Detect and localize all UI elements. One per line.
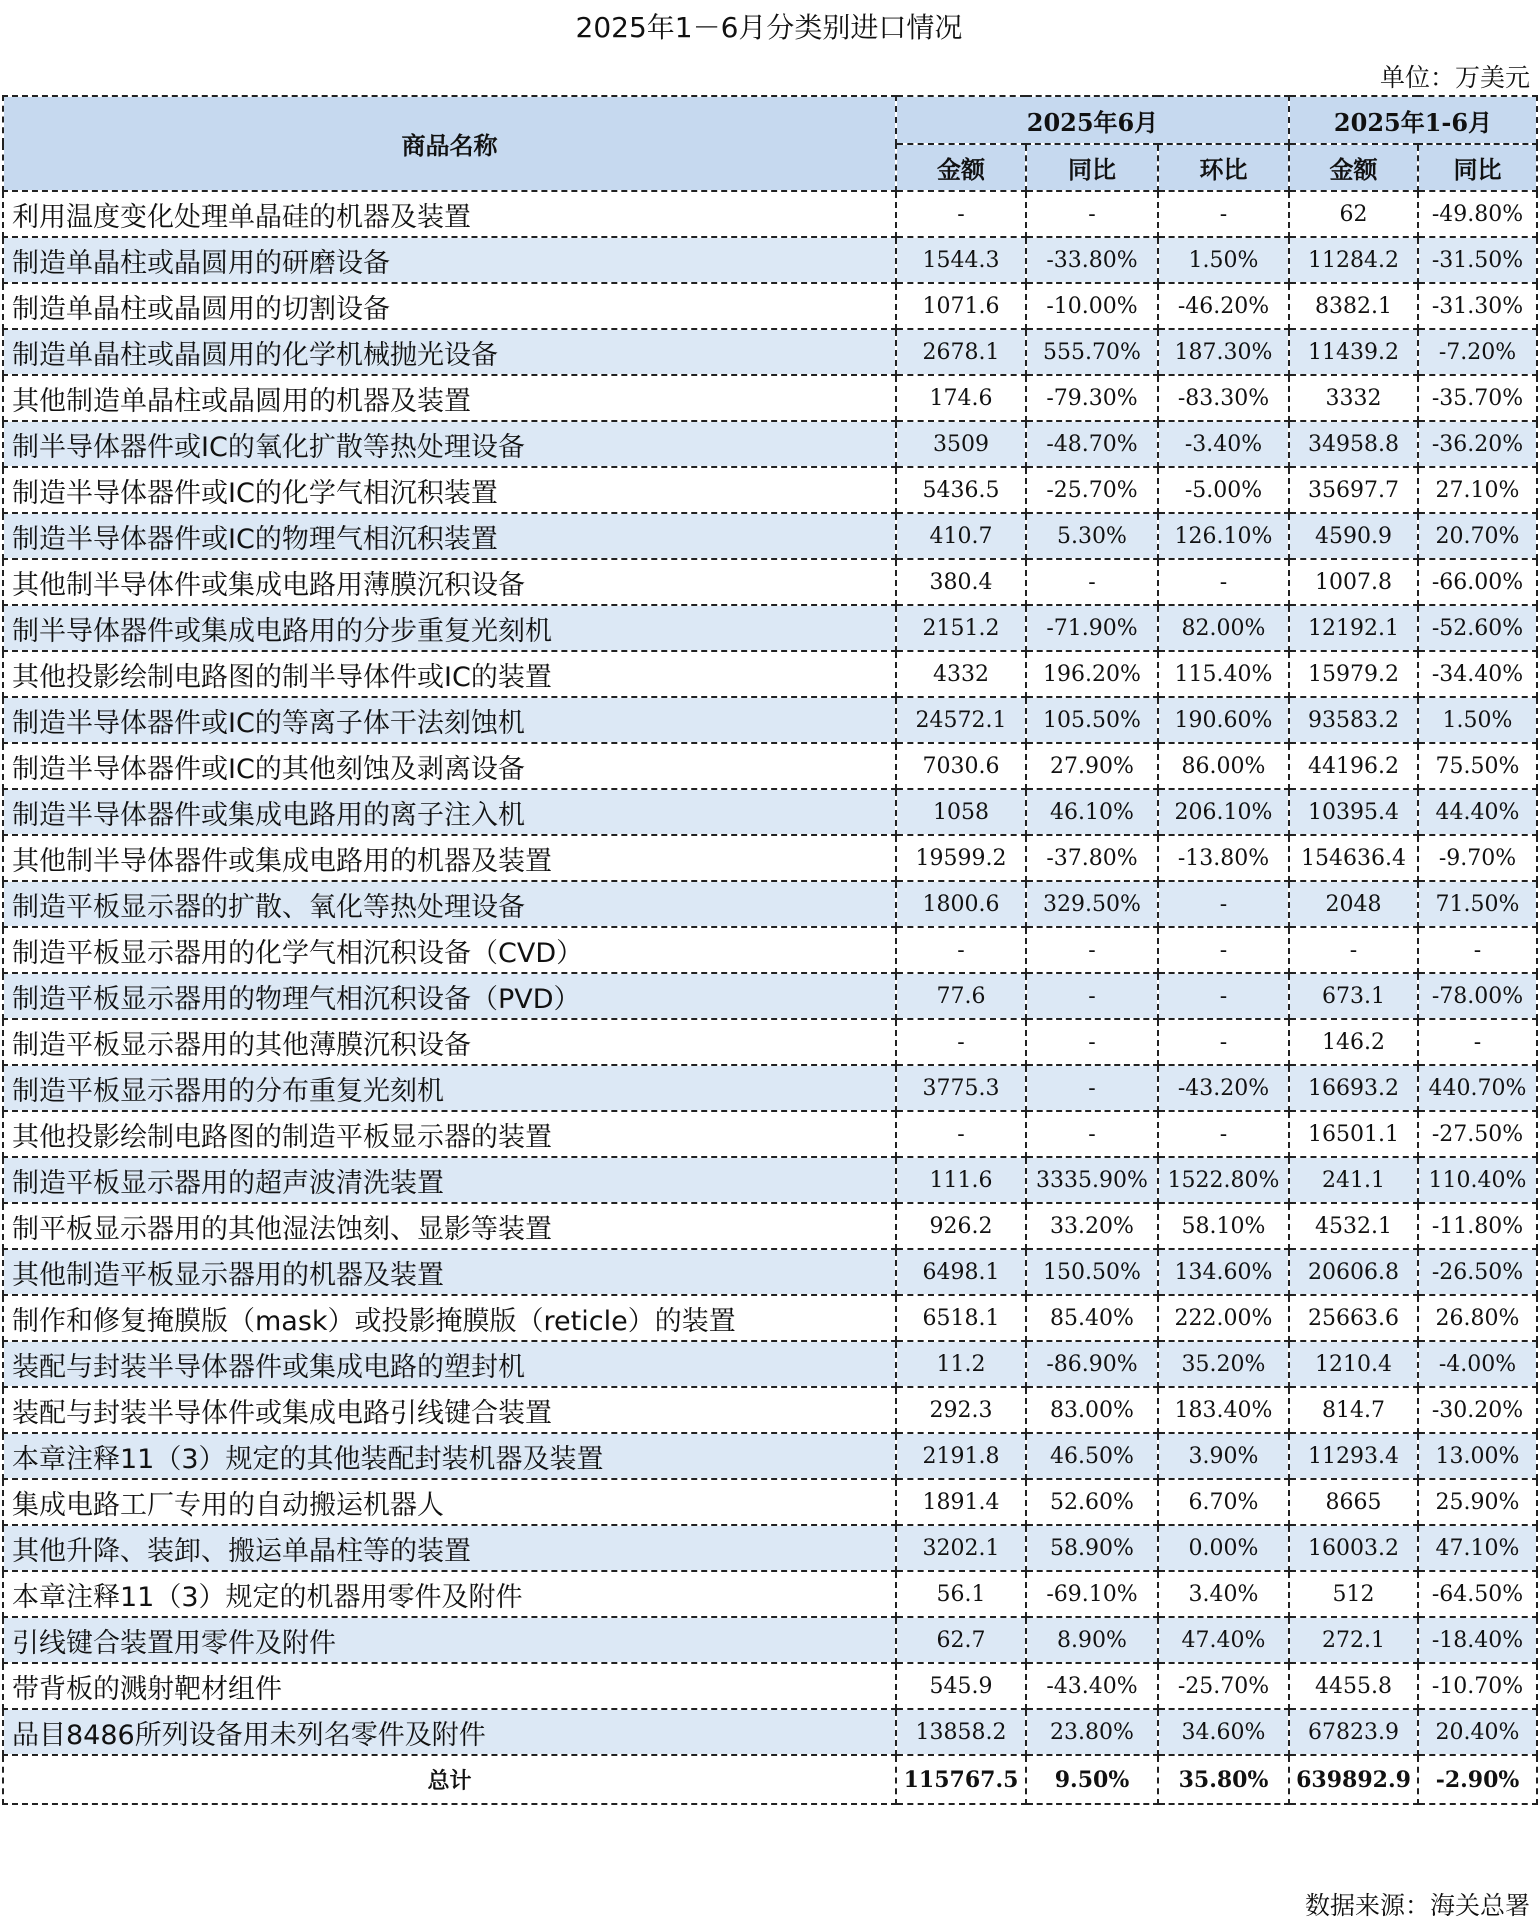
cell-name: 制造单晶柱或晶圆用的研磨设备 bbox=[3, 237, 896, 283]
table-row bbox=[3, 513, 1537, 559]
cell-ytd-amount: 154636.4 bbox=[1289, 835, 1418, 881]
cell-ytd-amount: 1007.8 bbox=[1289, 559, 1418, 605]
table-row bbox=[3, 1111, 1537, 1157]
cell-name: 制造半导体器件或IC的其他刻蚀及剥离设备 bbox=[3, 743, 896, 789]
table-row bbox=[3, 1341, 1537, 1387]
cell-month-yoy: -71.90% bbox=[1026, 605, 1158, 651]
page-title: 2025年1－6月分类别进口情况 bbox=[575, 11, 963, 44]
table-row bbox=[3, 1525, 1537, 1571]
cell-month-mom: 6.70% bbox=[1158, 1479, 1289, 1525]
total-ytd-yoy: -2.90% bbox=[1418, 1755, 1537, 1804]
cell-month-yoy: 46.10% bbox=[1026, 789, 1158, 835]
cell-name: 其他制造平板显示器用的机器及装置 bbox=[3, 1249, 896, 1295]
cell-month-mom: 134.60% bbox=[1158, 1249, 1289, 1295]
cell-ytd-amount: 67823.9 bbox=[1289, 1709, 1418, 1755]
cell-name: 本章注释11（3）规定的机器用零件及附件 bbox=[3, 1571, 896, 1617]
cell-ytd-amount: 272.1 bbox=[1289, 1617, 1418, 1663]
cell-month-yoy: -25.70% bbox=[1026, 467, 1158, 513]
cell-month-amount: - bbox=[896, 1111, 1026, 1157]
cell-ytd-yoy: 26.80% bbox=[1418, 1295, 1537, 1341]
cell-month-amount: 3509 bbox=[896, 421, 1026, 467]
cell-month-amount: 2191.8 bbox=[896, 1433, 1026, 1479]
cell-name: 制造平板显示器用的分布重复光刻机 bbox=[3, 1065, 896, 1111]
cell-ytd-amount: 10395.4 bbox=[1289, 789, 1418, 835]
header-month-yoy: 同比 bbox=[1026, 144, 1158, 191]
cell-ytd-yoy: -52.60% bbox=[1418, 605, 1537, 651]
table-row bbox=[3, 605, 1537, 651]
total-month-amount: 115767.5 bbox=[896, 1755, 1026, 1804]
cell-month-mom: -25.70% bbox=[1158, 1663, 1289, 1709]
cell-ytd-amount: 35697.7 bbox=[1289, 467, 1418, 513]
cell-month-amount: 2678.1 bbox=[896, 329, 1026, 375]
cell-month-yoy: 555.70% bbox=[1026, 329, 1158, 375]
cell-month-mom: -3.40% bbox=[1158, 421, 1289, 467]
cell-ytd-yoy: -31.50% bbox=[1418, 237, 1537, 283]
cell-ytd-amount: 15979.2 bbox=[1289, 651, 1418, 697]
table-row bbox=[3, 1249, 1537, 1295]
cell-month-mom: 34.60% bbox=[1158, 1709, 1289, 1755]
cell-month-mom: 222.00% bbox=[1158, 1295, 1289, 1341]
cell-ytd-yoy: -66.00% bbox=[1418, 559, 1537, 605]
cell-ytd-yoy: 47.10% bbox=[1418, 1525, 1537, 1571]
cell-ytd-amount: 8382.1 bbox=[1289, 283, 1418, 329]
cell-month-mom: 126.10% bbox=[1158, 513, 1289, 559]
cell-ytd-yoy: -36.20% bbox=[1418, 421, 1537, 467]
cell-name: 制造平板显示器用的其他薄膜沉积设备 bbox=[3, 1019, 896, 1065]
cell-month-yoy: 150.50% bbox=[1026, 1249, 1158, 1295]
cell-ytd-yoy: -9.70% bbox=[1418, 835, 1537, 881]
table-row bbox=[3, 1387, 1537, 1433]
cell-month-yoy: 52.60% bbox=[1026, 1479, 1158, 1525]
cell-month-amount: 62.7 bbox=[896, 1617, 1026, 1663]
cell-name: 装配与封装半导体件或集成电路引线键合装置 bbox=[3, 1387, 896, 1433]
cell-month-mom: - bbox=[1158, 927, 1289, 973]
cell-ytd-amount: 1210.4 bbox=[1289, 1341, 1418, 1387]
cell-name: 其他制半导体器件或集成电路用的机器及装置 bbox=[3, 835, 896, 881]
unit-label: 单位：万美元 bbox=[1379, 63, 1530, 92]
cell-name: 制造单晶柱或晶圆用的化学机械抛光设备 bbox=[3, 329, 896, 375]
table-row bbox=[3, 1571, 1537, 1617]
cell-month-yoy: - bbox=[1026, 1019, 1158, 1065]
cell-month-amount: 56.1 bbox=[896, 1571, 1026, 1617]
cell-ytd-amount: - bbox=[1289, 927, 1418, 973]
cell-ytd-yoy: -27.50% bbox=[1418, 1111, 1537, 1157]
cell-month-yoy: -43.40% bbox=[1026, 1663, 1158, 1709]
cell-month-mom: 82.00% bbox=[1158, 605, 1289, 651]
total-row bbox=[3, 1755, 1537, 1804]
cell-ytd-amount: 2048 bbox=[1289, 881, 1418, 927]
cell-month-yoy: -37.80% bbox=[1026, 835, 1158, 881]
cell-month-mom: 3.90% bbox=[1158, 1433, 1289, 1479]
cell-month-yoy: -69.10% bbox=[1026, 1571, 1158, 1617]
cell-ytd-amount: 11439.2 bbox=[1289, 329, 1418, 375]
table-row bbox=[3, 467, 1537, 513]
cell-ytd-amount: 4532.1 bbox=[1289, 1203, 1418, 1249]
cell-ytd-yoy: 20.70% bbox=[1418, 513, 1537, 559]
header-name: 商品名称 bbox=[3, 96, 896, 191]
header-ytd-amount: 金额 bbox=[1289, 144, 1418, 191]
cell-month-amount: 926.2 bbox=[896, 1203, 1026, 1249]
cell-month-yoy: -10.00% bbox=[1026, 283, 1158, 329]
cell-ytd-yoy: 1.50% bbox=[1418, 697, 1537, 743]
table-row bbox=[3, 1295, 1537, 1341]
cell-ytd-amount: 12192.1 bbox=[1289, 605, 1418, 651]
cell-month-mom: -43.20% bbox=[1158, 1065, 1289, 1111]
cell-name: 装配与封装半导体器件或集成电路的塑封机 bbox=[3, 1341, 896, 1387]
import-table bbox=[2, 95, 1538, 1805]
cell-month-mom: 3.40% bbox=[1158, 1571, 1289, 1617]
cell-month-yoy: 46.50% bbox=[1026, 1433, 1158, 1479]
cell-month-yoy: 23.80% bbox=[1026, 1709, 1158, 1755]
cell-month-amount: 545.9 bbox=[896, 1663, 1026, 1709]
table-row bbox=[3, 559, 1537, 605]
table-row bbox=[3, 927, 1537, 973]
cell-month-yoy: 27.90% bbox=[1026, 743, 1158, 789]
cell-ytd-amount: 146.2 bbox=[1289, 1019, 1418, 1065]
cell-ytd-yoy: -30.20% bbox=[1418, 1387, 1537, 1433]
cell-month-mom: 47.40% bbox=[1158, 1617, 1289, 1663]
cell-month-mom: - bbox=[1158, 1019, 1289, 1065]
cell-name: 品目8486所列设备用未列名零件及附件 bbox=[3, 1709, 896, 1755]
cell-month-amount: 4332 bbox=[896, 651, 1026, 697]
header-group-ytd: 2025年1-6月 bbox=[1289, 96, 1537, 144]
cell-name: 制造半导体器件或IC的物理气相沉积装置 bbox=[3, 513, 896, 559]
cell-ytd-yoy: -31.30% bbox=[1418, 283, 1537, 329]
cell-month-yoy: - bbox=[1026, 559, 1158, 605]
table-row bbox=[3, 743, 1537, 789]
cell-ytd-amount: 16501.1 bbox=[1289, 1111, 1418, 1157]
cell-month-amount: 1544.3 bbox=[896, 237, 1026, 283]
cell-ytd-amount: 673.1 bbox=[1289, 973, 1418, 1019]
cell-month-yoy: -33.80% bbox=[1026, 237, 1158, 283]
cell-month-amount: 111.6 bbox=[896, 1157, 1026, 1203]
cell-month-yoy: - bbox=[1026, 1111, 1158, 1157]
cell-ytd-amount: 44196.2 bbox=[1289, 743, 1418, 789]
table-row bbox=[3, 1433, 1537, 1479]
table-row bbox=[3, 329, 1537, 375]
cell-ytd-amount: 20606.8 bbox=[1289, 1249, 1418, 1295]
cell-ytd-yoy: 27.10% bbox=[1418, 467, 1537, 513]
cell-month-amount: 1071.6 bbox=[896, 283, 1026, 329]
table-row bbox=[3, 1157, 1537, 1203]
cell-month-amount: - bbox=[896, 1019, 1026, 1065]
cell-month-yoy: - bbox=[1026, 927, 1158, 973]
cell-month-mom: 58.10% bbox=[1158, 1203, 1289, 1249]
cell-month-amount: 6518.1 bbox=[896, 1295, 1026, 1341]
cell-ytd-yoy: -11.80% bbox=[1418, 1203, 1537, 1249]
cell-ytd-yoy: -10.70% bbox=[1418, 1663, 1537, 1709]
cell-month-yoy: 105.50% bbox=[1026, 697, 1158, 743]
cell-name: 制造平板显示器用的物理气相沉积设备（PVD） bbox=[3, 973, 896, 1019]
cell-month-amount: 292.3 bbox=[896, 1387, 1026, 1433]
cell-month-mom: 190.60% bbox=[1158, 697, 1289, 743]
cell-ytd-yoy: -78.00% bbox=[1418, 973, 1537, 1019]
cell-month-yoy: 329.50% bbox=[1026, 881, 1158, 927]
cell-name: 其他投影绘制电路图的制造平板显示器的装置 bbox=[3, 1111, 896, 1157]
table-row bbox=[3, 1479, 1537, 1525]
cell-month-amount: 3775.3 bbox=[896, 1065, 1026, 1111]
cell-month-yoy: 196.20% bbox=[1026, 651, 1158, 697]
cell-name: 制作和修复掩膜版（mask）或投影掩膜版（reticle）的装置 bbox=[3, 1295, 896, 1341]
cell-month-amount: 19599.2 bbox=[896, 835, 1026, 881]
cell-name: 制造单晶柱或晶圆用的切割设备 bbox=[3, 283, 896, 329]
cell-month-amount: 2151.2 bbox=[896, 605, 1026, 651]
cell-month-amount: - bbox=[896, 927, 1026, 973]
cell-ytd-amount: 16693.2 bbox=[1289, 1065, 1418, 1111]
table-row bbox=[3, 375, 1537, 421]
cell-ytd-yoy: -35.70% bbox=[1418, 375, 1537, 421]
cell-month-yoy: 33.20% bbox=[1026, 1203, 1158, 1249]
cell-month-yoy: -86.90% bbox=[1026, 1341, 1158, 1387]
cell-ytd-yoy: -4.00% bbox=[1418, 1341, 1537, 1387]
cell-ytd-yoy: -7.20% bbox=[1418, 329, 1537, 375]
cell-month-yoy: 5.30% bbox=[1026, 513, 1158, 559]
cell-ytd-amount: 814.7 bbox=[1289, 1387, 1418, 1433]
cell-month-mom: - bbox=[1158, 881, 1289, 927]
cell-ytd-yoy: 110.40% bbox=[1418, 1157, 1537, 1203]
cell-name: 制平板显示器用的其他湿法蚀刻、显影等装置 bbox=[3, 1203, 896, 1249]
cell-month-mom: 1.50% bbox=[1158, 237, 1289, 283]
cell-month-mom: -5.00% bbox=[1158, 467, 1289, 513]
cell-ytd-amount: 62 bbox=[1289, 191, 1418, 237]
cell-ytd-yoy: 440.70% bbox=[1418, 1065, 1537, 1111]
cell-month-mom: 183.40% bbox=[1158, 1387, 1289, 1433]
cell-month-amount: 1058 bbox=[896, 789, 1026, 835]
cell-month-yoy: 3335.90% bbox=[1026, 1157, 1158, 1203]
cell-month-mom: 1522.80% bbox=[1158, 1157, 1289, 1203]
cell-name: 本章注释11（3）规定的其他装配封装机器及装置 bbox=[3, 1433, 896, 1479]
cell-name: 制半导体器件或IC的氧化扩散等热处理设备 bbox=[3, 421, 896, 467]
cell-month-amount: 174.6 bbox=[896, 375, 1026, 421]
table-row bbox=[3, 283, 1537, 329]
cell-month-mom: -13.80% bbox=[1158, 835, 1289, 881]
cell-ytd-amount: 34958.8 bbox=[1289, 421, 1418, 467]
cell-name: 其他升降、装卸、搬运单晶柱等的装置 bbox=[3, 1525, 896, 1571]
cell-name: 制造半导体器件或集成电路用的离子注入机 bbox=[3, 789, 896, 835]
cell-month-mom: 0.00% bbox=[1158, 1525, 1289, 1571]
cell-month-yoy: 83.00% bbox=[1026, 1387, 1158, 1433]
header-month-amount: 金额 bbox=[896, 144, 1026, 191]
cell-month-mom: -46.20% bbox=[1158, 283, 1289, 329]
cell-month-mom: 35.20% bbox=[1158, 1341, 1289, 1387]
cell-month-amount: 24572.1 bbox=[896, 697, 1026, 743]
cell-ytd-amount: 11284.2 bbox=[1289, 237, 1418, 283]
cell-name: 制造半导体器件或IC的等离子体干法刻蚀机 bbox=[3, 697, 896, 743]
cell-ytd-yoy: - bbox=[1418, 927, 1537, 973]
cell-ytd-yoy: -64.50% bbox=[1418, 1571, 1537, 1617]
cell-month-mom: 115.40% bbox=[1158, 651, 1289, 697]
cell-ytd-yoy: -49.80% bbox=[1418, 191, 1537, 237]
cell-month-yoy: 8.90% bbox=[1026, 1617, 1158, 1663]
cell-month-yoy: - bbox=[1026, 973, 1158, 1019]
cell-month-amount: 3202.1 bbox=[896, 1525, 1026, 1571]
cell-month-yoy: 58.90% bbox=[1026, 1525, 1158, 1571]
cell-name: 制造平板显示器用的超声波清洗装置 bbox=[3, 1157, 896, 1203]
cell-month-mom: -83.30% bbox=[1158, 375, 1289, 421]
table-row bbox=[3, 789, 1537, 835]
cell-month-yoy: - bbox=[1026, 1065, 1158, 1111]
cell-month-amount: - bbox=[896, 191, 1026, 237]
table-body bbox=[3, 191, 1537, 1804]
cell-month-yoy: -79.30% bbox=[1026, 375, 1158, 421]
cell-ytd-amount: 8665 bbox=[1289, 1479, 1418, 1525]
cell-ytd-amount: 16003.2 bbox=[1289, 1525, 1418, 1571]
cell-ytd-yoy: 25.90% bbox=[1418, 1479, 1537, 1525]
cell-ytd-amount: 4590.9 bbox=[1289, 513, 1418, 559]
cell-ytd-amount: 25663.6 bbox=[1289, 1295, 1418, 1341]
cell-ytd-yoy: 13.00% bbox=[1418, 1433, 1537, 1479]
cell-month-amount: 7030.6 bbox=[896, 743, 1026, 789]
cell-ytd-yoy: -18.40% bbox=[1418, 1617, 1537, 1663]
table-row bbox=[3, 835, 1537, 881]
cell-month-mom: - bbox=[1158, 559, 1289, 605]
cell-name: 带背板的溅射靶材组件 bbox=[3, 1663, 896, 1709]
cell-month-amount: 13858.2 bbox=[896, 1709, 1026, 1755]
header-ytd-yoy: 同比 bbox=[1418, 144, 1537, 191]
cell-month-mom: 206.10% bbox=[1158, 789, 1289, 835]
table-row bbox=[3, 881, 1537, 927]
table-row bbox=[3, 1709, 1537, 1755]
total-month-mom: 35.80% bbox=[1158, 1755, 1289, 1804]
cell-month-mom: - bbox=[1158, 973, 1289, 1019]
table-row bbox=[3, 237, 1537, 283]
cell-month-amount: 380.4 bbox=[896, 559, 1026, 605]
cell-ytd-amount: 241.1 bbox=[1289, 1157, 1418, 1203]
cell-ytd-amount: 4455.8 bbox=[1289, 1663, 1418, 1709]
cell-ytd-yoy: -34.40% bbox=[1418, 651, 1537, 697]
cell-ytd-yoy: -26.50% bbox=[1418, 1249, 1537, 1295]
cell-name: 制造平板显示器用的化学气相沉积设备（CVD） bbox=[3, 927, 896, 973]
total-label: 总计 bbox=[3, 1755, 896, 1804]
cell-ytd-amount: 93583.2 bbox=[1289, 697, 1418, 743]
cell-name: 集成电路工厂专用的自动搬运机器人 bbox=[3, 1479, 896, 1525]
table-row bbox=[3, 1065, 1537, 1111]
cell-month-amount: 11.2 bbox=[896, 1341, 1026, 1387]
cell-ytd-amount: 512 bbox=[1289, 1571, 1418, 1617]
cell-month-yoy: 85.40% bbox=[1026, 1295, 1158, 1341]
total-month-yoy: 9.50% bbox=[1026, 1755, 1158, 1804]
cell-month-amount: 410.7 bbox=[896, 513, 1026, 559]
cell-month-yoy: - bbox=[1026, 191, 1158, 237]
cell-name: 其他制造单晶柱或晶圆用的机器及装置 bbox=[3, 375, 896, 421]
cell-ytd-yoy: 75.50% bbox=[1418, 743, 1537, 789]
cell-ytd-yoy: - bbox=[1418, 1019, 1537, 1065]
cell-month-mom: - bbox=[1158, 191, 1289, 237]
table-row bbox=[3, 1019, 1537, 1065]
cell-month-yoy: -48.70% bbox=[1026, 421, 1158, 467]
table-row bbox=[3, 651, 1537, 697]
table-row bbox=[3, 697, 1537, 743]
cell-name: 制造平板显示器的扩散、氧化等热处理设备 bbox=[3, 881, 896, 927]
cell-ytd-yoy: 44.40% bbox=[1418, 789, 1537, 835]
cell-name: 利用温度变化处理单晶硅的机器及装置 bbox=[3, 191, 896, 237]
table-row bbox=[3, 1663, 1537, 1709]
cell-name: 引线键合装置用零件及附件 bbox=[3, 1617, 896, 1663]
cell-month-mom: - bbox=[1158, 1111, 1289, 1157]
cell-name: 其他投影绘制电路图的制半导体件或IC的装置 bbox=[3, 651, 896, 697]
total-ytd-amount: 639892.9 bbox=[1289, 1755, 1418, 1804]
table-row bbox=[3, 1617, 1537, 1663]
cell-month-amount: 77.6 bbox=[896, 973, 1026, 1019]
source-note: 数据来源：海关总署 bbox=[1304, 1891, 1530, 1920]
cell-name: 其他制半导体件或集成电路用薄膜沉积设备 bbox=[3, 559, 896, 605]
table-row bbox=[3, 421, 1537, 467]
cell-ytd-yoy: 71.50% bbox=[1418, 881, 1537, 927]
cell-ytd-yoy: 20.40% bbox=[1418, 1709, 1537, 1755]
cell-month-amount: 5436.5 bbox=[896, 467, 1026, 513]
cell-ytd-amount: 3332 bbox=[1289, 375, 1418, 421]
cell-month-mom: 187.30% bbox=[1158, 329, 1289, 375]
cell-month-amount: 1891.4 bbox=[896, 1479, 1026, 1525]
table-row bbox=[3, 191, 1537, 237]
header-month-mom: 环比 bbox=[1158, 144, 1289, 191]
cell-month-amount: 1800.6 bbox=[896, 881, 1026, 927]
cell-name: 制半导体器件或集成电路用的分步重复光刻机 bbox=[3, 605, 896, 651]
header-group-month: 2025年6月 bbox=[896, 96, 1289, 144]
table-row bbox=[3, 1203, 1537, 1249]
table-row bbox=[3, 973, 1537, 1019]
cell-ytd-amount: 11293.4 bbox=[1289, 1433, 1418, 1479]
cell-name: 制造半导体器件或IC的化学气相沉积装置 bbox=[3, 467, 896, 513]
cell-month-amount: 6498.1 bbox=[896, 1249, 1026, 1295]
cell-month-mom: 86.00% bbox=[1158, 743, 1289, 789]
